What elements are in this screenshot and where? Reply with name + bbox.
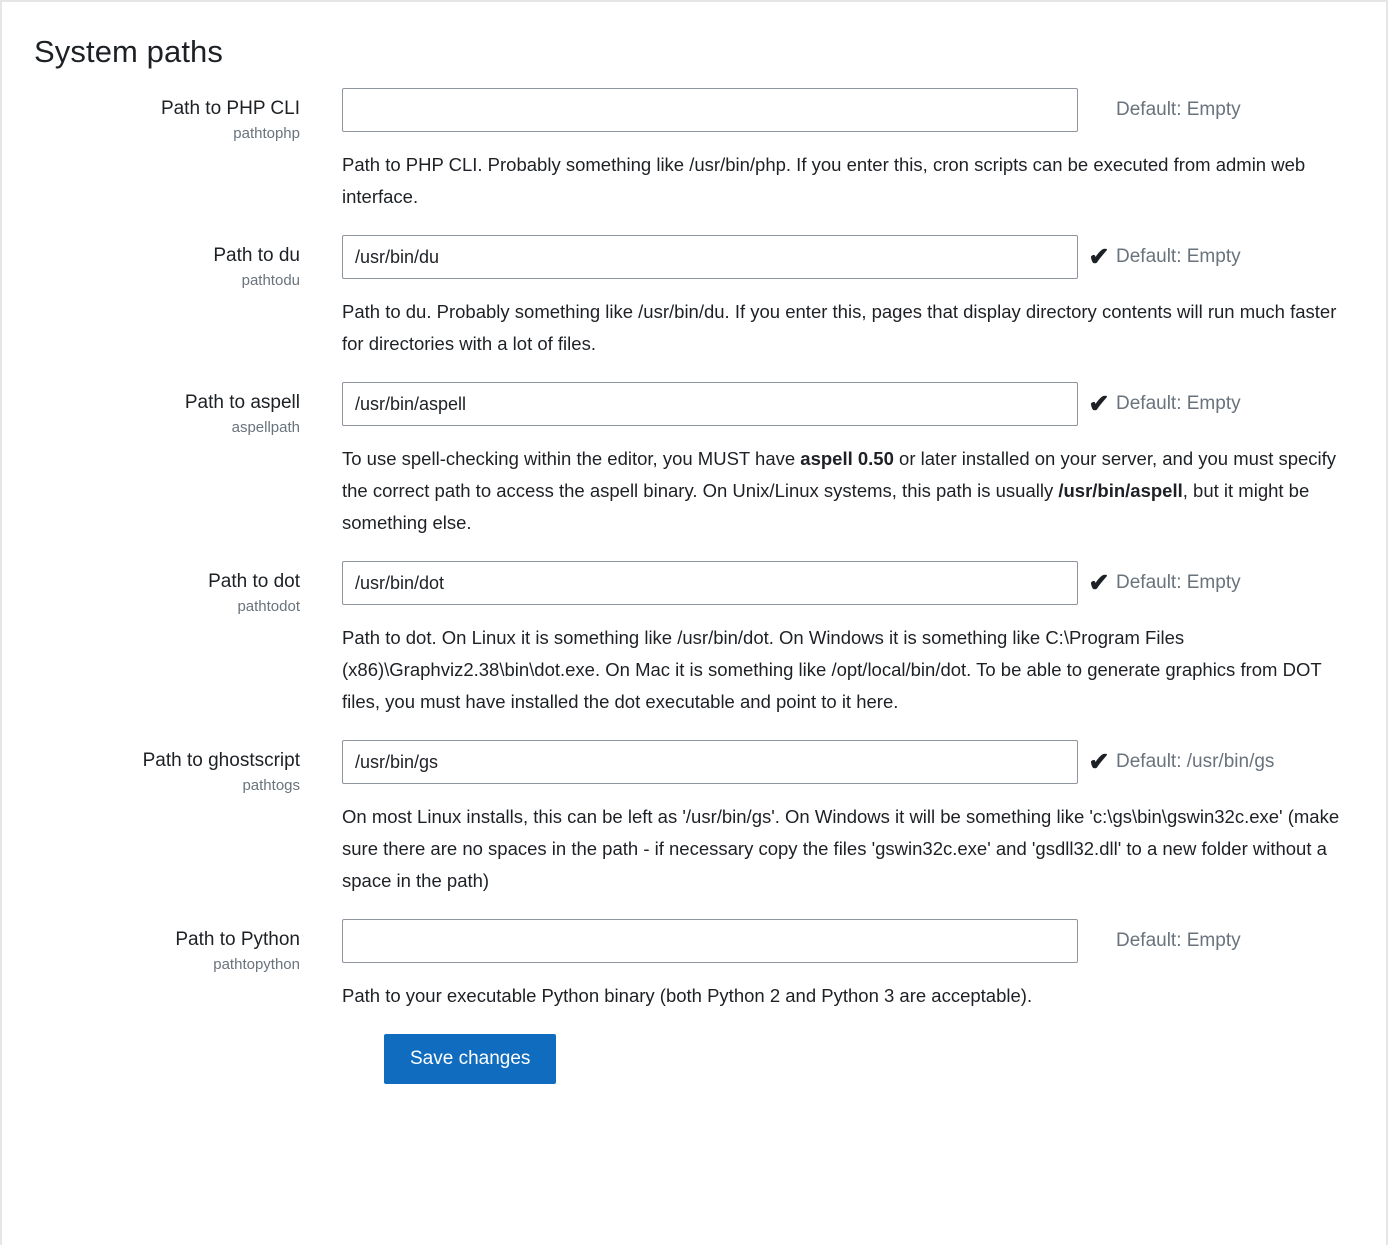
setting-field-line bbox=[342, 919, 1366, 963]
settings-list bbox=[2, 88, 1386, 1034]
setting-field-line bbox=[342, 235, 1366, 279]
setting-input-pathtodu[interactable] bbox=[342, 235, 1078, 279]
setting-description: Path to dot. On Linux it is something like /usr/bin/dot. On Windows it is something like C:\Program Files (x86)\Graphviz2.38\bin\dot.exe. On Mac it is something like /opt/local/bin/dot. To be able to generate graphics from DOT files, you must have installed the dot executable and point to it here. bbox=[342, 627, 1322, 712]
setting-default-text: Default: /usr/bin/gs bbox=[1116, 751, 1275, 772]
setting-row bbox=[2, 740, 1386, 919]
setting-row bbox=[2, 561, 1386, 740]
setting-field-column bbox=[342, 88, 1386, 235]
setting-label: Path to Python bbox=[175, 929, 300, 950]
setting-row bbox=[2, 919, 1386, 1034]
setting-field-column bbox=[342, 561, 1386, 740]
setting-key: pathtodot bbox=[237, 598, 300, 615]
setting-label-column bbox=[2, 919, 342, 974]
setting-key: pathtogs bbox=[242, 777, 300, 794]
setting-field-column bbox=[342, 740, 1386, 919]
setting-label: Path to dot bbox=[208, 571, 300, 592]
setting-label-column bbox=[2, 561, 342, 616]
setting-input-pathtogs[interactable] bbox=[342, 740, 1078, 784]
check-icon: ✔ bbox=[1088, 243, 1110, 271]
setting-label-column bbox=[2, 740, 342, 795]
setting-field-line bbox=[342, 88, 1366, 132]
setting-default-text: Default: Empty bbox=[1116, 246, 1241, 267]
setting-field-line bbox=[342, 740, 1366, 784]
setting-label: Path to ghostscript bbox=[142, 750, 300, 771]
setting-description: Path to your executable Python binary (both Python 2 and Python 3 are acceptable). bbox=[342, 985, 1033, 1006]
setting-description bbox=[342, 443, 1342, 539]
setting-field-column bbox=[342, 919, 1386, 1034]
setting-label: Path to du bbox=[213, 245, 300, 266]
setting-label: Path to PHP CLI bbox=[160, 98, 300, 119]
save-button-wrapper bbox=[384, 1034, 556, 1084]
description-fragment: /usr/bin/aspell bbox=[1058, 480, 1183, 501]
save-row bbox=[2, 1034, 1386, 1114]
setting-key: pathtopython bbox=[213, 956, 300, 973]
setting-default-text: Default: Empty bbox=[1116, 99, 1241, 120]
check-icon: ✔ bbox=[1088, 390, 1110, 418]
setting-label-column bbox=[2, 382, 342, 437]
setting-default-text: Default: Empty bbox=[1116, 393, 1241, 414]
setting-description: Path to du. Probably something like /usr/bin/du. If you enter this, pages that display directory contents will run much faster for directories with a lot of files. bbox=[342, 301, 1337, 354]
description-fragment: or later installed on your server, and you must specify the correct path to access the aspell binary. On Unix/Linux systems, this path is usually bbox=[342, 448, 1337, 501]
setting-field-line bbox=[342, 382, 1366, 426]
setting-row bbox=[2, 382, 1386, 561]
page-title: System paths bbox=[34, 34, 224, 69]
setting-default-text: Default: Empty bbox=[1116, 572, 1241, 593]
setting-key: pathtodu bbox=[241, 272, 300, 289]
setting-description: Path to PHP CLI. Probably something like /usr/bin/php. If you enter this, cron scripts can be executed from admin web interface. bbox=[342, 154, 1306, 207]
setting-input-pathtophp[interactable] bbox=[342, 88, 1078, 132]
setting-field-line bbox=[342, 561, 1366, 605]
setting-row bbox=[2, 88, 1386, 235]
setting-key: pathtophp bbox=[233, 125, 300, 142]
setting-field-column bbox=[342, 235, 1386, 382]
setting-input-pathtodot[interactable] bbox=[342, 561, 1078, 605]
description-fragment: aspell 0.50 bbox=[800, 448, 894, 469]
check-icon: ✔ bbox=[1088, 748, 1110, 776]
setting-label: Path to aspell bbox=[184, 392, 300, 413]
description-fragment: , but it might be something else. bbox=[342, 480, 1310, 533]
setting-label-column bbox=[2, 88, 342, 143]
description-fragment: To use spell-checking within the editor, you MUST have bbox=[342, 448, 801, 469]
setting-description: On most Linux installs, this can be left as '/usr/bin/gs'. On Windows it will be something like 'c:\gs\bin\gswin32c.exe' (make sure there are no spaces in the path - if necessary copy the files 'gswin32c.exe' and 'gsdll32.dll' to a new folder without a space in the path) bbox=[342, 806, 1340, 891]
setting-input-pathtopython[interactable] bbox=[342, 919, 1078, 963]
setting-input-aspellpath[interactable] bbox=[342, 382, 1078, 426]
setting-field-column bbox=[342, 382, 1386, 561]
setting-label-column bbox=[2, 235, 342, 290]
setting-key: aspellpath bbox=[231, 419, 300, 436]
setting-default-text: Default: Empty bbox=[1116, 930, 1241, 951]
check-icon: ✔ bbox=[1088, 569, 1110, 597]
setting-row bbox=[2, 235, 1386, 382]
save-changes-button[interactable]: Save changes bbox=[384, 1034, 556, 1084]
save-spacer bbox=[2, 1034, 384, 1084]
